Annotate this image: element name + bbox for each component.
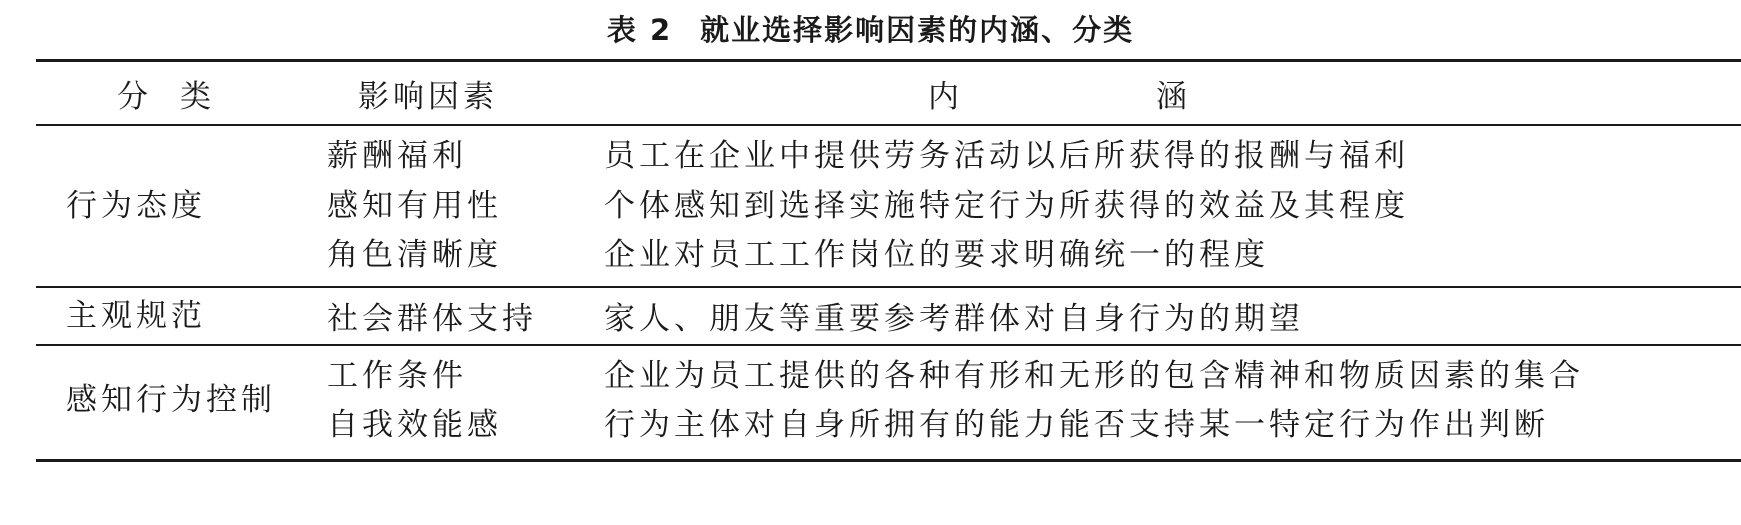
factor-cell: 工作条件 [327, 358, 467, 394]
table-caption [0, 10, 1741, 50]
factor-cell: 薪酬福利 [327, 138, 467, 174]
meaning-cell: 行为主体对自身所拥有的能力能否支持某一特定行为作出判断 [604, 407, 1549, 443]
header-meaning-char-1: 内 [928, 79, 963, 115]
factor-cell: 社会群体支持 [327, 301, 537, 337]
table-title: 就业选择影响因素的内涵、分类 [700, 13, 1135, 47]
top-rule [36, 59, 1741, 62]
category-cell: 感知行为控制 [66, 382, 276, 418]
category-cell: 行为态度 [66, 188, 206, 224]
factor-cell: 感知有用性 [327, 188, 502, 224]
meaning-cell: 企业对员工工作岗位的要求明确统一的程度 [604, 237, 1269, 273]
header-rule [36, 124, 1741, 126]
meaning-cell: 员工在企业中提供劳务活动以后所获得的报酬与福利 [604, 138, 1409, 174]
bottom-rule [36, 459, 1741, 462]
header-factor: 影响因素 [358, 79, 498, 115]
factor-cell: 角色清晰度 [327, 237, 502, 273]
header-category-char-1: 分 [117, 79, 152, 115]
meaning-cell: 家人、朋友等重要参考群体对自身行为的期望 [604, 301, 1304, 337]
meaning-cell: 企业为员工提供的各种有形和无形的包含精神和物质因素的集合 [604, 358, 1584, 394]
table-number: 表 2 [606, 13, 673, 47]
group-divider-1 [36, 286, 1741, 288]
header-meaning-char-2: 涵 [1156, 79, 1191, 115]
header-category-char-2: 类 [180, 79, 215, 115]
meaning-cell: 个体感知到选择实施特定行为所获得的效益及其程度 [604, 188, 1409, 224]
category-cell: 主观规范 [66, 298, 206, 334]
factor-cell: 自我效能感 [327, 407, 502, 443]
group-divider-2 [36, 344, 1741, 346]
